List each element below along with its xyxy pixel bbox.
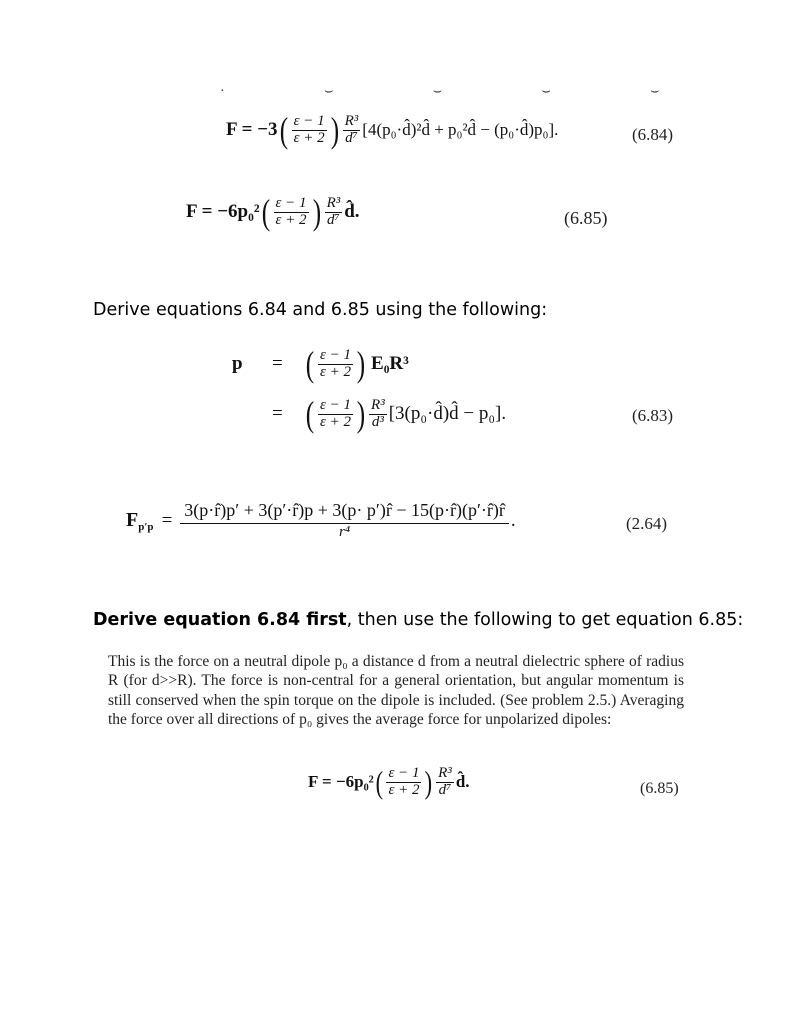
eq-rhs: [4(p₀·d̂)²d̂ + p₀²d̂ − (p₀·d̂)p₀]. [362,120,559,139]
numerator: 3(p·r̂)p′ + 3(p′·r̂)p + 3(p· p′)r̂ − 15(p·r̂)(p′·r̂)r̂ [180,500,509,524]
big-fraction [180,500,509,541]
eq-rhs: d̂. [455,772,470,792]
denominator: r⁴ [339,524,351,540]
equation-6-85-top: F = −6p₀² ( $\frac{\varepsilon - 1}{\varepsilon + 2}$ ) $\frac{\text{R³}}{\text{d⁷}}$ d̂. [186,192,360,232]
equation-number-6-84: (6.84) [632,125,674,144]
eq-rhs: d̂. [344,201,360,222]
prompt-rest: , then use the following to get equation 6.85: [346,610,744,630]
r-fraction: $\frac{\text{R³}}{\text{d⁷}}$ [438,765,452,798]
epsilon-fraction: $\frac{\varepsilon - 1}{\varepsilon + 2}$ [388,765,420,798]
epsilon-fraction: $\frac{\varepsilon - 1}{\varepsilon + 2}$ [275,194,307,228]
prompt-derive-equations: Derive equations 6.84 and 6.85 using the following: [93,300,548,320]
f-symbol: F [126,509,139,531]
r-fraction: $\frac{\text{R³}}{\text{d⁷}}$ [344,112,359,146]
textbook-paragraph: This is the force on a neutral dipole p₀ a distance d from a neutral dielectric sphere of radius R (for d>>R). The force is non-central for a general orientation, but angular momentum is still conserved when the spin torque on the dipole is included. (See problem 2.5.) Averaging the force over all directions of p₀ gives the average force for unpolarized dipoles: [108,653,684,728]
eq-rhs: [3(p₀·d̂)d̂ − p₀]. [388,403,507,424]
epsilon-fraction: $\frac{\varepsilon - 1}{\varepsilon + 2}$ [293,112,325,146]
equation-2-64: F $_{p'p}$ = $\frac{3(p\cdot r̂)p' + 3(p'\cdot r̂)p + 3(p\cdot p')r̂ - 15(p\cdot r̂)(p'\cdot r̂)r̂}{\text{r⁴}}$ . [126,500,516,540]
equation-number-6-85-bottom: (6.85) [640,780,679,797]
f-subscript: p′p [138,521,154,533]
equation-6-83-line1: p = ( $\frac{\varepsilon - 1}{\varepsilon + 2}$ ) E₀R³ [232,344,409,384]
prompt-derive-first [93,610,743,630]
equals-sign: = [161,509,173,531]
r-fraction: $\frac{\text{R³}}{\text{d³}}$ [371,396,385,430]
eq-lhs: F = −3 [226,119,278,140]
equation-6-85-bottom: F = −6p₀² ( $\frac{\varepsilon - 1}{\varepsilon + 2}$ ) $\frac{\text{R³}}{\text{d⁷}}$ d̂. [308,764,470,801]
eq-lhs: F = −6p₀² [186,201,260,222]
equation-6-83-line2: = ( $\frac{\varepsilon - 1}{\varepsilon + 2}$ ) $\frac{\text{R³}}{\text{d³}}$ [3(p₀·d̂)d̂ − p₀]. [272,394,507,434]
epsilon-fraction: $\frac{\varepsilon - 1}{\varepsilon + 2}$ [320,346,352,380]
equation-number-6-83: (6.83) [632,406,674,425]
p-symbol: p [232,353,243,374]
equals-sign: = [272,353,283,374]
equals-sign: = [272,403,283,424]
epsilon-fraction: $\frac{\varepsilon - 1}{\varepsilon + 2}$ [320,396,352,430]
e0-r3: E₀R³ [371,353,409,374]
equation-number-2-64: (2.64) [626,514,668,533]
r-fraction: $\frac{\text{R³}}{\text{d⁷}}$ [326,194,341,228]
equation-number-6-85-top: (6.85) [564,208,608,228]
clipped-previous-line: · ⌣ ⌣ ⌣ ⌣ [220,84,708,99]
equation-6-84-top: F = −3 ( $\frac{\varepsilon - 1}{\varepsilon + 2}$ ) $\frac{\text{R³}}{\text{d⁷}}$ [4(p₀·d̂)²d̂ + p₀²d̂ − (p₀·d̂)p₀]. [226,110,559,150]
eq-lhs: F = −6p₀² [308,772,374,792]
prompt-bold: Derive equation 6.84 first [93,610,347,630]
